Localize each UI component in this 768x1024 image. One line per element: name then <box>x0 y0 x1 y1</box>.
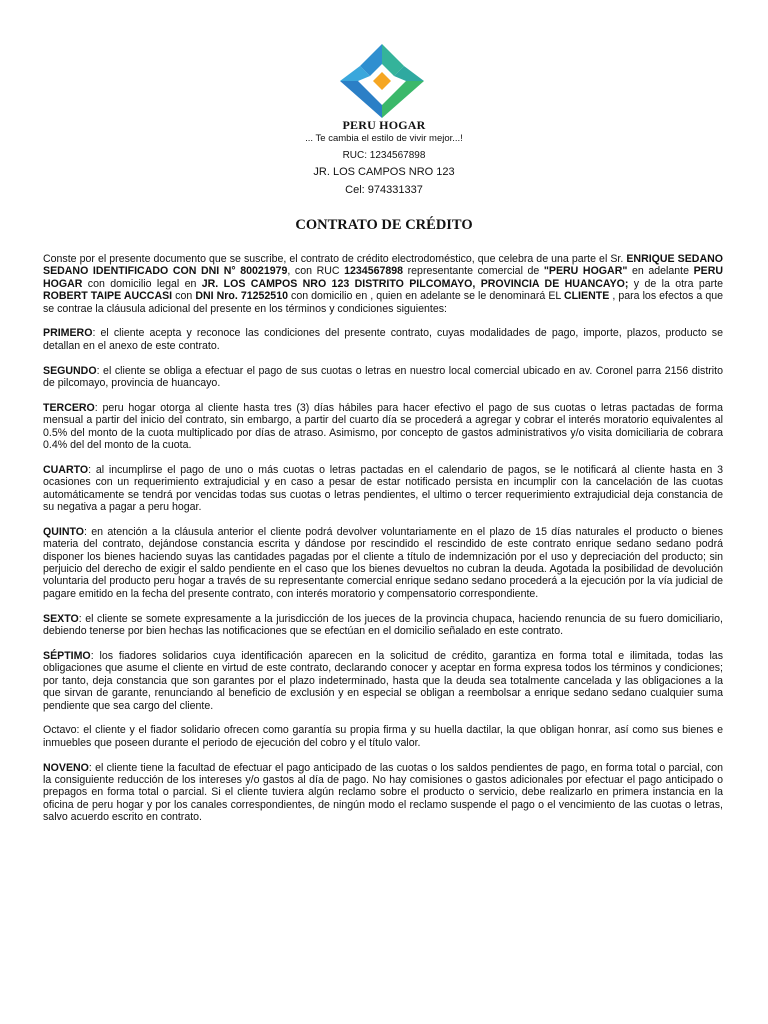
ruc-label: RUC: <box>342 150 370 161</box>
clause-heading: SEXTO <box>43 612 79 625</box>
logo-bottom-right-shape <box>382 81 424 118</box>
clause-heading: TERCERO <box>43 401 95 414</box>
company-ruc <box>0 150 768 161</box>
clause-quinto <box>43 526 723 600</box>
company-phone: Cel: 974331337 <box>345 184 423 196</box>
clause-text: : al incumplirse el pago de uno o más cuotas o letras pactadas en el calendario de pagos, se le notificará al cliente hasta en 3 ocasiones con un requerimiento extrajudicial y en caso a pesar de estar notificado persista en incumplir con la cancelación de las cuotas automáticamente se tendrá por vencidas todas sus cuotas o letras pendientes, el ultimo o tercer requerimiento extrajudicial deja constancia de su negativa a pagar a peru hogar. <box>43 463 723 514</box>
clause-text: : el cliente se somete expresamente a la jurisdicción de los jueces de la provincia chupaca, haciendo renuncia de su fuero domiciliario, debiendo tenerse por bien hechas las notificaciones que se efectúan en el domicilio señalado en este contrato. <box>43 612 723 638</box>
clause-text: Octavo: el cliente y el fiador solidario ofrecen como garantía su propia firma y su huella dactilar, la que obligan honrar, así como sus bienes e inmuebles que poseen durante el periodo de ejecución del cobro y el título valor. <box>43 724 723 749</box>
clause-heading: SEGUNDO <box>43 364 97 377</box>
company-name: PERU HOGAR <box>342 118 426 132</box>
clause-text: : el cliente tiene la facultad de efectuar el pago anticipado de las cuotas o los saldos pendientes de pago, en forma total o parcial, con la consiguiente reducción de los intereses y/o gastos al día de pago. No hay comisiones o gastos adicionales por efectuar el pago anticipado o prepagos en forma total o parcial. Si el cliente tuviera algún reclamo sobre el producto o servicio, debe realizarlo en primera instancia en la oficina de peru hogar y por los canales correspondientes, de ningún modo el reclamo suspende el pago o el vencimiento de las cuotas o letras, salvo acuerdo escrito en contrato. <box>43 761 723 824</box>
clause-segundo <box>43 365 723 390</box>
logo-bottom-left-shape <box>340 81 382 118</box>
company-slogan: ... Te cambia el estilo de vivir mejor...! <box>305 133 463 144</box>
clause-heading: NOVENO <box>43 761 89 774</box>
document-title: CONTRATO DE CRÉDITO <box>295 217 473 233</box>
company-address: JR. LOS CAMPOS NRO 123 <box>313 166 455 178</box>
clause-sexto <box>43 613 723 638</box>
clause-octavo <box>43 724 723 749</box>
clause-text: : peru hogar otorga al cliente hasta tres (3) días hábiles para hacer efectivo el pago de sus cuotas o letras pactadas de forma mensual a partir del inicio del contrato, sin embargo, a partir del cuarto día se procederá a agregar y cobrar el interés moratorio equivalentes al 0.5% del monto de la cuota multiplicado por días de atraso. Asimismo, por concepto de gastos administrativos y/o visita domiciliaria de cobrara 0.4% del del monto de la cuota. <box>43 401 723 452</box>
clause-noveno <box>43 762 723 824</box>
clause-tercero <box>43 402 723 452</box>
diamond-logo-icon <box>336 42 428 120</box>
clause-primero <box>43 327 723 352</box>
clause-cuarto <box>43 464 723 514</box>
clause-heading: QUINTO <box>43 525 85 538</box>
contract-body <box>43 253 723 836</box>
clause-text: : el cliente se obliga a efectuar el pago de sus cuotas o letras en nuestro local comercial ubicado en av. Coronel parra 2156 distrito de pilcomayo, provincia de huancayo. <box>43 364 723 390</box>
clause-text: : los fiadores solidarios cuya identificación aparecen en la solicitud de crédito, garantiza en forma total e ilimitada, todas las obligaciones que asume el cliente en virtud de este contrato, declarando conocer y aceptar en forma expresa todos los términos y condiciones; por tanto, deja constancia que son garantes por el plazo indeterminado, hasta que la deuda sea totalmente cancelada y las obligaciones a la que sirvan de garante, renunciando al beneficio de exclusión y en especial se obligan a reembolsar a enrique sedano sedano cualquier suma pendiente que sea cargo del cliente. <box>43 649 723 712</box>
clause-heading: CUARTO <box>43 463 89 476</box>
clause-heading: SÉPTIMO <box>43 649 91 662</box>
logo-center-diamond <box>373 72 391 90</box>
intro-paragraph: Conste por el presente documento que se suscribe, el contrato de crédito electrodoméstico, que celebra de una parte el Sr. ENRIQUE SEDANO SEDANO IDENTIFICADO CON DNI N° 80021979, con RUC 1234567898 representante comercial de "PERU HOGAR" en adelante PERU HOGAR con domicilio legal en JR. LOS CAMPOS NRO 123 DISTRITO PILCOMAYO, PROVINCIA DE HUANCAYO; y de la otra parte ROBERT TAIPE AUCCASI con DNI Nro. 71252510 con domicilio en , quien en adelante se le denominará EL CLIENTE , para los efectos a que se contrae la cláusula adicional del presente en los términos y condiciones siguientes: <box>43 253 723 315</box>
clause-septimo <box>43 650 723 712</box>
clause-text: : en atención a la cláusula anterior el cliente podrá devolver voluntariamente en el plazo de 15 días naturales el producto o bienes materia del contrato, dejándose constancia escrita y dándose por rescindido el rescindido de este contrato enrique sedano sedano podrá disponer los bienes haciendo suyas las cantidades pagadas por el cliente a título de indemnización por el uso y depreciación del producto; sin perjuicio del derecho de exigir el saldo pendiente en el caso que los bienes devueltos no cubran la deuda. Agotada la posibilidad de devolución voluntaria del producto peru hogar a través de su representante comercial enrique sedano sedano procederá a la ejecución por la vía judicial de pagare emitido en la fecha del presente contrato, con interés moratorio y compensatorio correspondiente. <box>43 525 723 600</box>
clause-text: : el cliente acepta y reconoce las condiciones del presente contrato, cuyas modalidades de pago, importe, plazos, producto se detallan en el anexo de este contrato. <box>43 327 723 352</box>
clause-heading: PRIMERO <box>43 327 93 340</box>
ruc-value: 1234567898 <box>369 150 426 161</box>
